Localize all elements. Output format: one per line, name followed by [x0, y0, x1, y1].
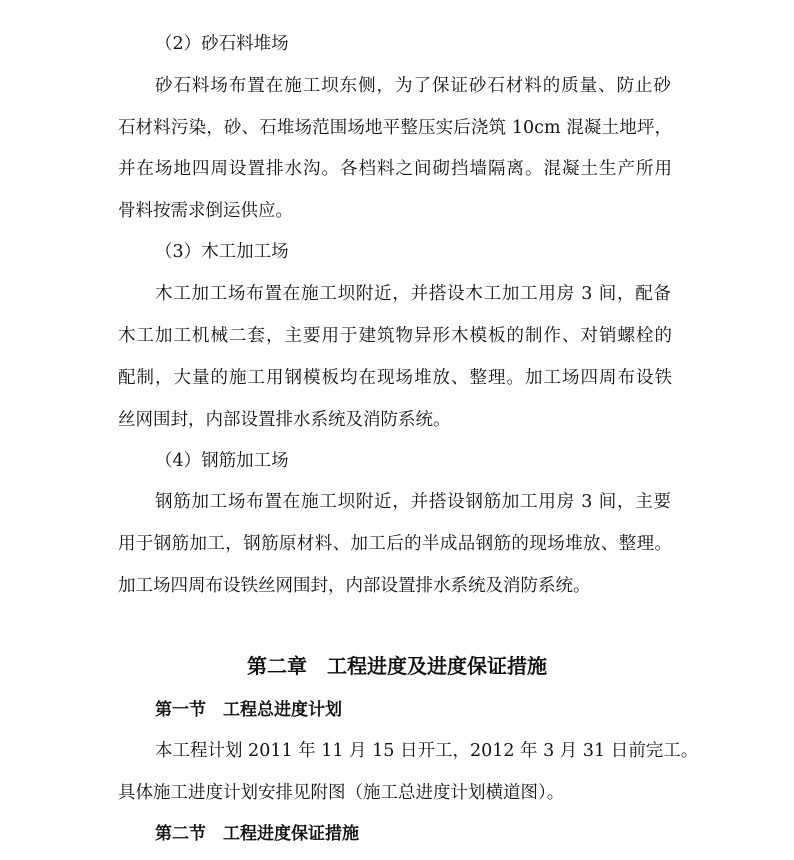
section-title-overall-schedule: 第一节 工程总进度计划 — [155, 700, 342, 720]
paragraph-line: 木工加工场布置在施工坝附近，并搭设木工加工用房 3 间，配备 — [155, 284, 671, 304]
subsection-heading-rebar-shop: （4）钢筋加工场 — [155, 451, 289, 471]
paragraph-line: 木工加工机械二套，主要用于建筑物异形木模板的制作、对销螺栓的 — [118, 326, 672, 346]
paragraph-line: 骨料按需求倒运供应。 — [118, 201, 293, 221]
paragraph-line: 砂石料场布置在施工坝东侧，为了保证砂石材料的质量、防止砂 — [155, 76, 671, 96]
paragraph-line: 加工场四周布设铁丝网围封，内部设置排水系统及消防系统。 — [118, 576, 591, 596]
chapter-title: 第二章 工程进度及进度保证措施 — [247, 654, 547, 678]
subsection-heading-carpentry-shop: （3）木工加工场 — [155, 242, 289, 262]
paragraph-line: 具体施工进度计划安排见附图（施工总进度计划横道图）。 — [118, 783, 565, 803]
paragraph-line: 配制，大量的施工用钢模板均在现场堆放、整理。加工场四周布设铁 — [118, 368, 672, 388]
subsection-heading-sand-gravel-yard: （2）砂石料堆场 — [155, 34, 289, 54]
paragraph-line: 用于钢筋加工，钢筋原材料、加工后的半成品钢筋的现场堆放、整理。 — [118, 534, 672, 554]
paragraph-line: 钢筋加工场布置在施工坝附近，并搭设钢筋加工用房 3 间，主要 — [155, 492, 671, 512]
paragraph-line: 本工程计划 2011 年 11 月 15 日开工，2012 年 3 月 31 日前完工。 — [155, 741, 699, 761]
paragraph-line: 并在场地四周设置排水沟。各档料之间砌挡墙隔离。混凝土生产所用 — [118, 159, 672, 179]
paragraph-line: 石材料污染，砂、石堆场范围场地平整压实后浇筑 10cm 混凝土地坪， — [118, 118, 672, 138]
section-title-schedule-assurance: 第二节 工程进度保证措施 — [155, 824, 359, 844]
paragraph-line: 丝网围封，内部设置排水系统及消防系统。 — [118, 410, 451, 430]
